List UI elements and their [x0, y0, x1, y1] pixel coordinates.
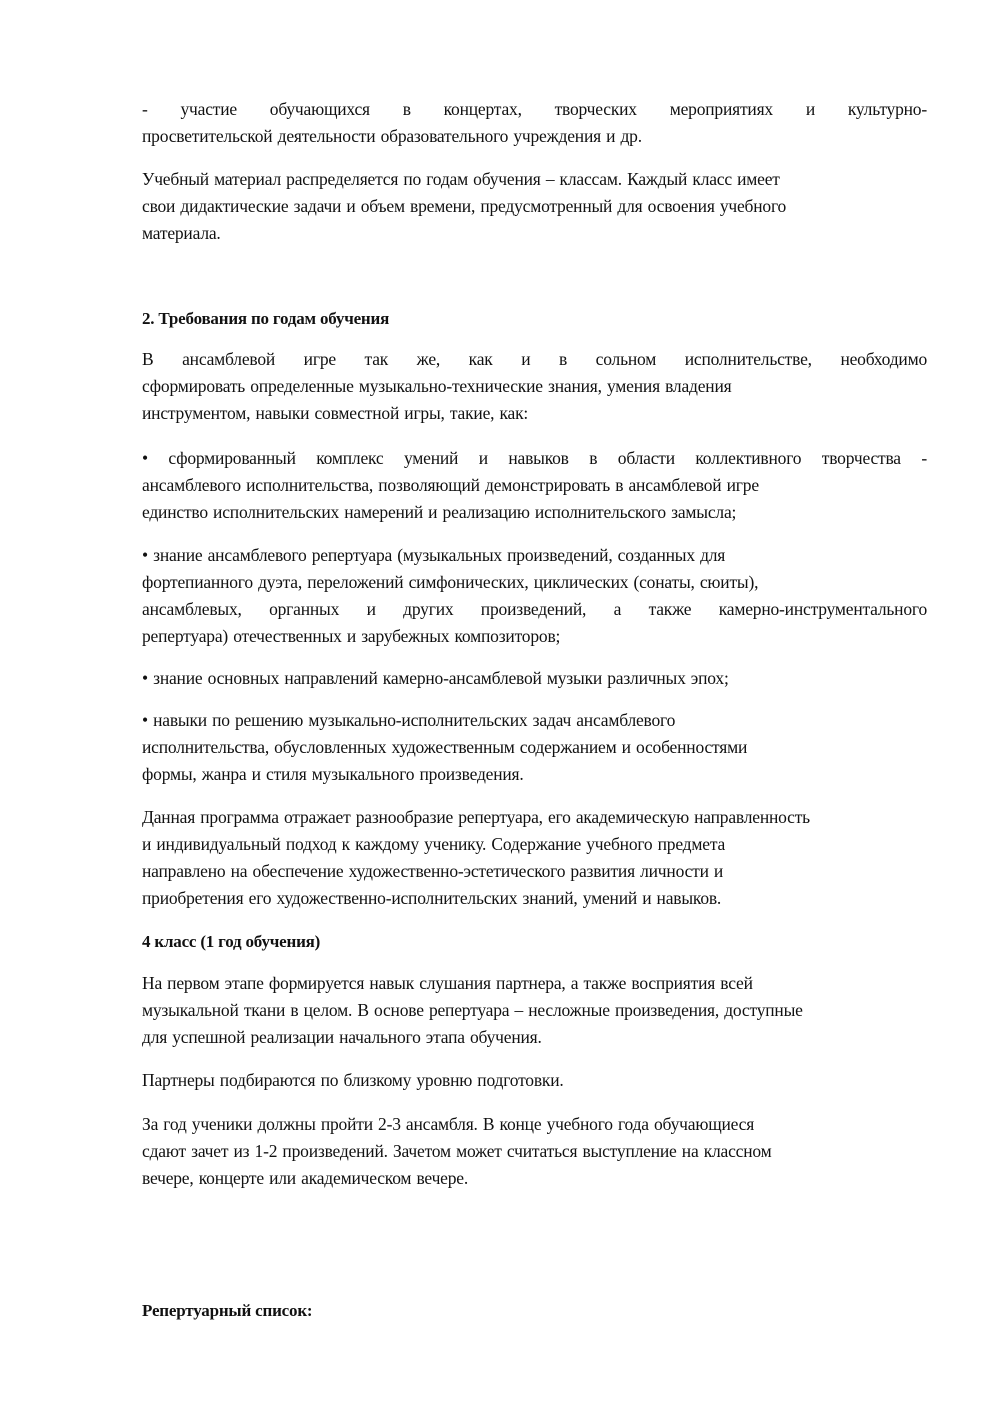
class-paragraph — [142, 1067, 927, 1094]
text-line: направлено на обеспечение художественно-эстетического развития личности и — [142, 861, 724, 881]
text-line: приобретения его художественно-исполнительских знаний, умений и навыков. — [142, 888, 722, 908]
text-line: единство исполнительских намерений и реализацию исполнительского замысла; — [142, 502, 737, 522]
text-line: Данная программа отражает разнообразие репертуара, его академическую направленность — [142, 807, 810, 827]
text-line: ансамблевых, органных и других произведений, а также камерно-инструментального — [142, 599, 927, 619]
text-line: сформировать определенные музыкально-технические знания, умения владения — [142, 376, 732, 396]
text-line: • знание основных направлений камерно-ансамблевой музыки различных эпох; — [142, 668, 729, 688]
class-paragraph — [142, 970, 927, 1051]
class-heading: 4 класс (1 год обучения) — [142, 932, 321, 951]
text-line: формы, жанра и стиля музыкального произведения. — [142, 764, 524, 784]
text-line: просветительской деятельности образовательного учреждения и др. — [142, 126, 642, 146]
section-intro-paragraph — [142, 346, 927, 427]
class-paragraph — [142, 1111, 927, 1192]
text-line: Учебный материал распределяется по годам обучения – классам. Каждый класс имеет — [142, 169, 780, 189]
text-line: вечере, концерте или академическом вечере. — [142, 1168, 469, 1188]
text-line: • знание ансамблевого репертуара (музыкальных произведений, созданных для — [142, 545, 726, 565]
requirement-item — [142, 542, 927, 650]
text-line: инструментом, навыки совместной игры, такие, как: — [142, 403, 529, 423]
text-line: свои дидактические задачи и объем времени, предусмотренный для освоения учебного — [142, 196, 787, 216]
distribution-paragraph — [142, 166, 927, 247]
requirement-item — [142, 445, 927, 526]
text-line: ансамблевого исполнительства, позволяющий демонстрировать в ансамблевой игре — [142, 475, 759, 495]
text-line: • навыки по решению музыкально-исполнительских задач ансамблевого — [142, 710, 676, 730]
text-line: и индивидуальный подход к каждому ученику. Содержание учебного предмета — [142, 834, 726, 854]
text-line: для успешной реализации начального этапа обучения. — [142, 1027, 542, 1047]
section-heading: 2. Требования по годам обучения — [142, 309, 390, 328]
requirement-item — [142, 665, 927, 692]
text-line: сдают зачет из 1-2 произведений. Зачетом может считаться выступление на классном — [142, 1141, 772, 1161]
text-line: репертуара) отечественных и зарубежных композиторов; — [142, 626, 561, 646]
text-line: За год ученики должны пройти 2-3 ансамбля. В конце учебного года обучающиеся — [142, 1114, 755, 1134]
program-paragraph — [142, 804, 927, 912]
text-line: На первом этапе формируется навык слушания партнера, а также восприятия всей — [142, 973, 753, 993]
requirement-item — [142, 707, 927, 788]
text-line: фортепианного дуэта, переложений симфонических, циклических (сонаты, сюиты), — [142, 572, 759, 592]
text-line: - участие обучающихся в концертах, творческих мероприятиях и культурно- — [142, 99, 927, 119]
repertoire-heading: Репертуарный список: — [142, 1301, 313, 1320]
intro-bullet-paragraph — [142, 96, 927, 150]
text-line: В ансамблевой игре так же, как и в сольном исполнительстве, необходимо — [142, 349, 927, 369]
text-line: Партнеры подбираются по близкому уровню подготовки. — [142, 1070, 564, 1090]
text-line: материала. — [142, 223, 221, 243]
text-line: музыкальной ткани в целом. В основе репертуара – несложные произведения, доступные — [142, 1000, 803, 1020]
text-line: исполнительства, обусловленных художественным содержанием и особенностями — [142, 737, 748, 757]
text-line: • сформированный комплекс умений и навыков в области коллективного творчества - — [142, 448, 927, 468]
